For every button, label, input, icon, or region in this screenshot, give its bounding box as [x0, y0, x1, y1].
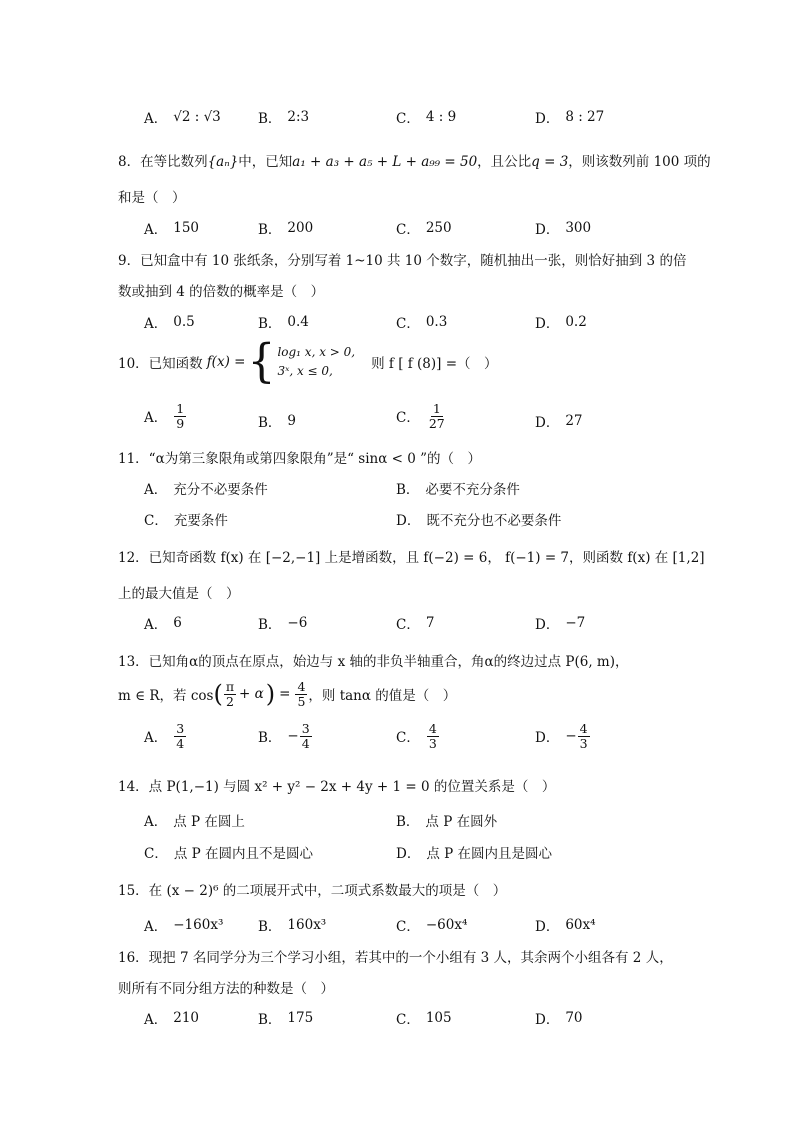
q11-option-d[interactable]: D． 既不充分也不必要条件 [396, 513, 562, 529]
q10-stem: 10．已知函数 f(x) = { log₁ x, x > 0, 3ˣ, x ≤ 0, 则 f [ f (8)] =（ ） [118, 334, 498, 389]
q8-option-c[interactable]: C． 250 [396, 220, 452, 238]
q10-case-2: 3ˣ, x ≤ 0, [277, 364, 333, 378]
q9-stem-line2: 数或抽到 4 的倍数的概率是（ ） [118, 284, 325, 300]
q7-option-c[interactable]: C． 4 : 9 [396, 109, 457, 127]
q11-option-b[interactable]: B． 必要不充分条件 [396, 482, 520, 498]
q16-stem-line2: 则所有不同分组方法的种数是（ ） [118, 981, 334, 997]
q13-option-a[interactable]: A． $\frac{3}{4}$ [144, 721, 185, 751]
q8-ratio: q = 3 [531, 154, 569, 170]
q13-options [0, 722, 794, 762]
q12-option-c[interactable]: C． 7 [396, 615, 435, 633]
q8-option-a[interactable]: A． 150 [144, 220, 200, 238]
q13-stem-line2: m ∈ R，若 cos ( $\frac{\pi}{2}$ + α ) = $\frac{4}{5}$ ，则 tanα 的值是（ ） [118, 679, 457, 709]
q7-option-a[interactable]: A． √2 : √3 [144, 109, 221, 127]
q10-option-c[interactable]: C． $\frac{1}{27}$ [396, 401, 445, 431]
fraction: $\frac{4}{5}$ [297, 679, 306, 709]
q7-option-d[interactable]: D． 8 : 27 [535, 109, 605, 127]
q15-option-c[interactable]: C． −60x⁴ [396, 917, 468, 935]
q12-option-d[interactable]: D． −7 [535, 615, 586, 633]
q8-stem-line1: 8．在等比数列{aₙ}中，已知a₁ + a₃ + a₅ + L + a₉₉ = 50，且公比q = 3，则该数列前 100 项的 [118, 154, 711, 170]
q12-stem-line1: 12．已知奇函数 f(x) 在 [−2,−1] 上是增函数，且 f(−2) = 6， f(−1) = 7，则函数 f(x) 在 [1,2] [118, 550, 705, 566]
q15-options [0, 915, 794, 945]
q10-piecewise-cases [277, 343, 355, 381]
q8-option-d[interactable]: D． 300 [535, 220, 592, 238]
q7-option-b[interactable]: B． 2:3 [258, 109, 310, 127]
q9-option-a[interactable]: A． 0.5 [144, 314, 195, 332]
q14-option-c[interactable]: C． 点 P 在圆内且不是圆心 [144, 846, 314, 862]
fraction: $\frac{\pi}{2}$ [225, 679, 235, 709]
q10-options [0, 402, 794, 440]
q9-option-c[interactable]: C． 0.3 [396, 314, 448, 332]
q15-option-d[interactable]: D． 60x⁴ [535, 917, 596, 935]
q8-stem-line2: 和是（ ） [118, 190, 186, 206]
q11-options-row2 [0, 509, 794, 539]
q8-sequence: {aₙ} [207, 154, 239, 170]
q10-option-b[interactable]: B． 9 [258, 413, 297, 431]
q10-option-a[interactable]: A． $\frac{1}{9}$ [144, 401, 185, 431]
q10-piecewise-brace: { [247, 334, 276, 389]
q11-option-c[interactable]: C． 充要条件 [144, 513, 228, 529]
fraction: $\frac{1}{9}$ [176, 401, 185, 431]
q11-option-a[interactable]: A． 充分不必要条件 [144, 482, 268, 498]
fraction: $\frac{4}{3}$ [428, 721, 437, 751]
q16-option-d[interactable]: D． 70 [535, 1010, 583, 1028]
q12-option-a[interactable]: A． 6 [144, 615, 182, 633]
q14-option-a[interactable]: A． 点 P 在圆上 [144, 814, 245, 830]
q16-option-b[interactable]: B． 175 [258, 1010, 314, 1028]
fraction: $\frac{1}{27}$ [428, 401, 445, 431]
q11-stem: 11．“α为第三象限角或第四象限角”是“ sinα < 0 ”的（ ） [118, 451, 482, 467]
q9-option-d[interactable]: D． 0.2 [535, 314, 587, 332]
q9-stem-line1: 9．已知盒中有 10 张纸条，分别写着 1~10 共 10 个数字，随机抽出一张，则恰好抽到 3 的倍 [118, 253, 687, 269]
fraction: $\frac{3}{4}$ [176, 721, 185, 751]
q8-option-b[interactable]: B． 200 [258, 220, 314, 238]
q12-option-b[interactable]: B． −6 [258, 615, 308, 633]
q14-options-row1 [0, 810, 794, 840]
q14-option-b[interactable]: B． 点 P 在圆外 [396, 814, 498, 830]
q15-option-b[interactable]: B． 160x³ [258, 917, 327, 935]
fraction: $\frac{3}{4}$ [301, 721, 310, 751]
q16-options [0, 1008, 794, 1038]
q13-option-b[interactable]: B． − $\frac{3}{4}$ [258, 721, 310, 751]
fraction: $\frac{4}{3}$ [579, 721, 588, 751]
q16-option-a[interactable]: A． 210 [144, 1010, 200, 1028]
q9-option-b[interactable]: B． 0.4 [258, 314, 309, 332]
q16-stem-line1: 16．现把 7 名同学分为三个学习小组，若其中的一个小组有 3 人，其余两个小组各有 2 人， [118, 950, 673, 966]
q13-stem-line1: 13．已知角α的顶点在原点，始边与 x 轴的非负半轴重合，角α的终边过点 P(6, m)， [118, 654, 629, 670]
q14-options-row2 [0, 842, 794, 872]
q14-stem: 14．点 P(1,−1) 与圆 x² + y² − 2x + 4y + 1 = 0 的位置关系是（ ） [118, 779, 556, 795]
q14-option-d[interactable]: D． 点 P 在圆内且是圆心 [396, 846, 552, 862]
q8-options [0, 218, 794, 248]
q12-options [0, 613, 794, 643]
q13-option-c[interactable]: C． $\frac{4}{3}$ [396, 721, 437, 751]
q15-option-a[interactable]: A． −160x³ [144, 917, 224, 935]
q10-function-name: f(x) = [206, 354, 246, 370]
q7-options [0, 107, 794, 137]
q16-option-c[interactable]: C． 105 [396, 1010, 452, 1028]
q10-suffix: 则 f [ f (8)] =（ ） [371, 356, 498, 372]
q9-options [0, 312, 794, 342]
q15-stem: 15．在 (x − 2)⁶ 的二项展开式中，二项式系数最大的项是（ ） [118, 883, 507, 899]
q10-option-d[interactable]: D． 27 [535, 413, 583, 431]
q13-option-d[interactable]: D． − $\frac{4}{3}$ [535, 721, 588, 751]
q12-stem-line2: 上的最大值是（ ） [118, 586, 240, 602]
q8-sum-expression: a₁ + a₃ + a₅ + L + a₉₉ = 50 [292, 154, 478, 170]
q11-options-row1 [0, 478, 794, 508]
q10-case-1: log₁ x, x > 0, [277, 344, 356, 359]
